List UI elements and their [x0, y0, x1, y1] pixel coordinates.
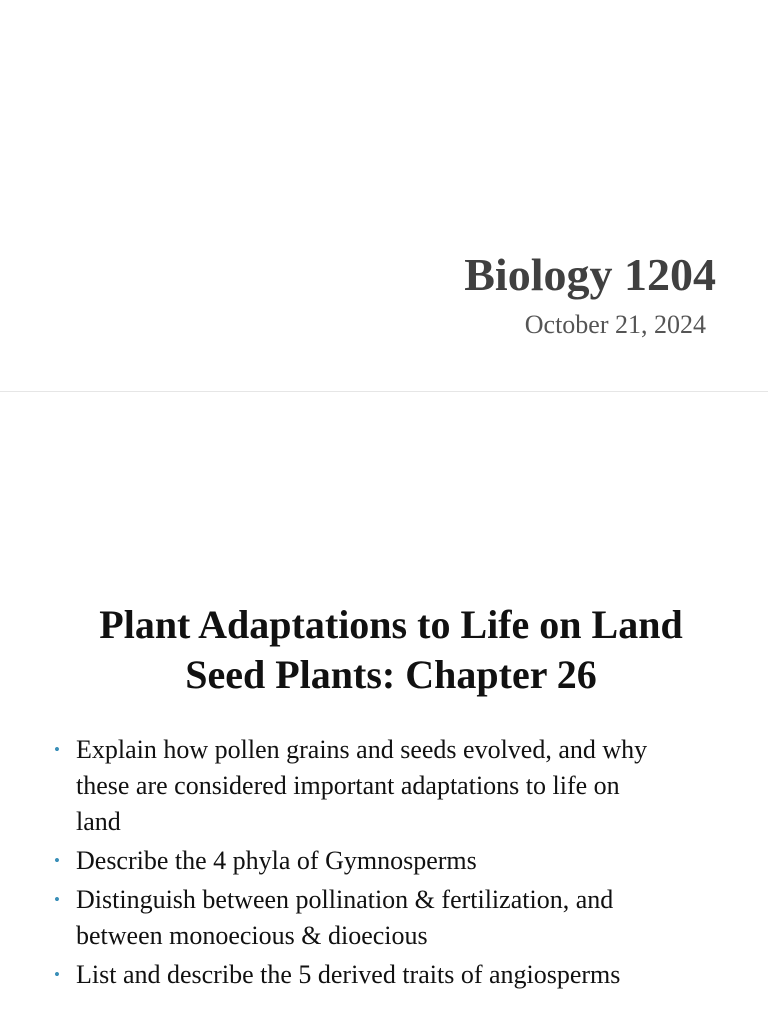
- lesson-title-line: Seed Plants: Chapter 26: [185, 652, 597, 697]
- list-item: [52, 882, 732, 954]
- bullet-icon: •: [54, 851, 60, 870]
- lesson-title: [0, 600, 768, 700]
- objective-line: between monoecious & dioecious: [76, 921, 428, 950]
- objectives-list: [52, 732, 732, 996]
- list-item: [52, 843, 732, 879]
- lesson-title-line: Plant Adaptations to Life on Land: [99, 602, 683, 647]
- list-item: [52, 957, 732, 993]
- title-slide: [0, 0, 768, 391]
- bullet-icon: •: [54, 965, 60, 984]
- objective-line: Explain how pollen grains and seeds evolved, and why: [76, 735, 648, 764]
- objective-line: Distinguish between pollination & fertilization, and: [76, 885, 614, 914]
- bullet-icon: •: [54, 740, 60, 759]
- course-title: Biology 1204: [464, 249, 716, 300]
- list-item: [52, 732, 732, 840]
- course-date: October 21, 2024: [524, 310, 706, 339]
- objective-line: these are considered important adaptations to life on: [76, 771, 620, 800]
- objective-line: land: [76, 807, 121, 836]
- objective-line: List and describe the 5 derived traits of angiosperms: [76, 960, 621, 989]
- objective-line: Describe the 4 phyla of Gymnosperms: [76, 846, 477, 875]
- objectives-slide: [0, 392, 768, 1024]
- bullet-icon: •: [54, 890, 60, 909]
